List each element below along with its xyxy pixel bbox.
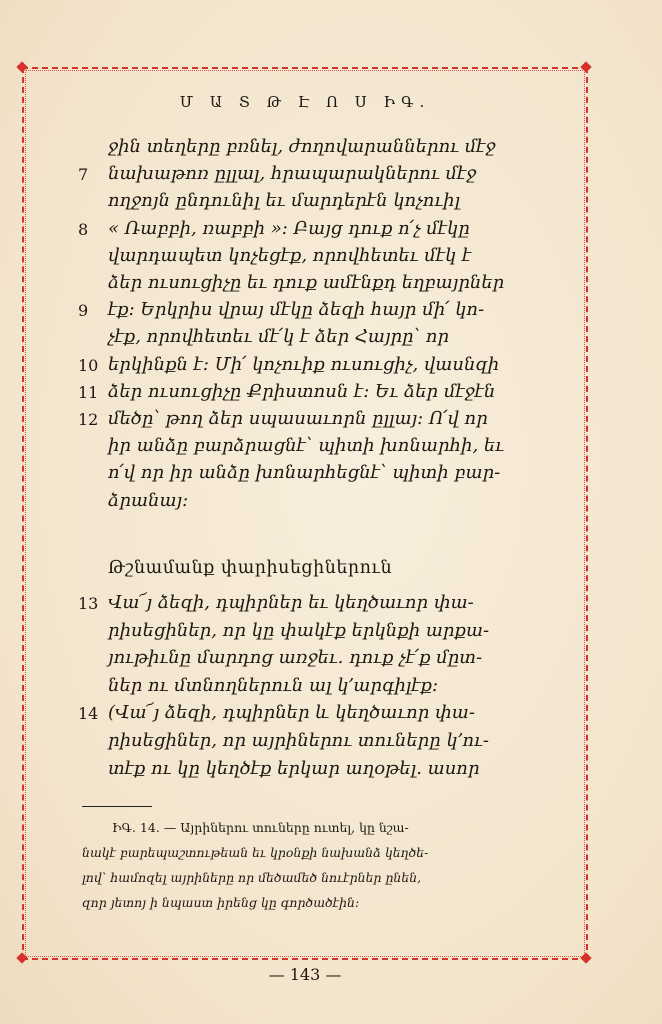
verse-number: 11 [78, 382, 99, 402]
text-line: ձրանայ: [108, 489, 189, 511]
text-line: (Վա՜յ ձեզի, դպիրներ և կեղծաւոր փա- [108, 702, 475, 724]
text-line: Վա՜յ ձեզի, դպիրներ եւ կեղծաւոր փա- [108, 592, 474, 613]
verse-number: 14 [78, 704, 99, 724]
text-line: իր անձը բարձրացնէ՝ պիտի խոնարհի, եւ [108, 435, 504, 457]
running-head: Մ Ա Տ Թ Է Ո Ս ԻԳ. [179, 93, 431, 111]
verse-number: 8 [78, 219, 89, 239]
footnote-line: զոր յետոյ ի նպաստ իրենց կը գործածէին: [82, 895, 360, 910]
text-line: ջին տեղերը բռնել, ժողովարաններու մէջ [108, 136, 496, 157]
text-line: նախաթոռ ըլլալ, հրապարակներու մէջ [108, 163, 477, 185]
text-line: տէք ու կը կեղծէք երկար աղօթել. ասոր [108, 757, 480, 779]
text-line: երկինքն է: Մի՛ կոչուիք ուսուցիչ, վասնզի [108, 353, 500, 375]
text-line: էք: Երկրիս վրայ մէկը ձեզի հայր մի՛ կո- [108, 299, 485, 321]
verse-number: 12 [78, 410, 99, 429]
text-line: « Ռաբբի, ռաբբի »: Բայց դուք ո՛չ մէկը [108, 217, 470, 239]
text-line: յութիւնը մարդոց առջեւ. դուք չէ՛ք մըտ- [108, 647, 483, 669]
footnote-line: ԻԳ. 14. — Այրիներու տուները ուտել, կը նշա- [112, 820, 409, 835]
text-line: չէք, որովհետեւ մէ՛կ է ձեր Հայրը՝ որ [108, 326, 450, 348]
verse-number: 13 [78, 594, 99, 613]
text-line: մեծը՝ թող ձեր սպասաւորն ըլլայ: Ո՛վ որ [108, 408, 488, 429]
page-number: — 143 — [268, 965, 342, 984]
text-line: ձեր ուսուցիչը Քրիստոսն է: Եւ ձեր մէջէն [108, 380, 496, 402]
footnote-line: լով՝ համոզել այրիները որ մեծամեծ նուէրներ ընեն, [82, 870, 422, 885]
verse-number: 7 [78, 165, 89, 185]
verse-number: 9 [78, 301, 89, 321]
text-line: րիսեցիներ, որ կը փակէք երկնքի արքա- [108, 619, 490, 641]
text-line: ողջոյն ընդունիլ եւ մարդերէն կոչուիլ [108, 190, 461, 212]
text-line: ո՛վ որ իր անձը խոնարհեցնէ՝ պիտի բար- [108, 462, 501, 484]
footnote-rule [82, 806, 152, 807]
text-line: ներ ու մտնողներուն ալ կ՚արգիլէք: [108, 674, 439, 696]
footnote-line: նակէ բարեպաշտութեան եւ կրօնքի նախանձ կեղծե- [82, 845, 429, 860]
text-line: ձեր ուսուցիչը եւ դուք ամէնքդ եղբայրներ [108, 272, 505, 293]
verse-number: 10 [78, 355, 99, 375]
section-heading: Թշնամանք փարիսեցիներուն [108, 558, 393, 578]
text-line: րիսեցիներ, որ այրիներու տուները կ՚ու- [108, 730, 489, 751]
text-line: վարդապետ կոչեցէք, որովհետեւ մէկ է [108, 244, 472, 266]
